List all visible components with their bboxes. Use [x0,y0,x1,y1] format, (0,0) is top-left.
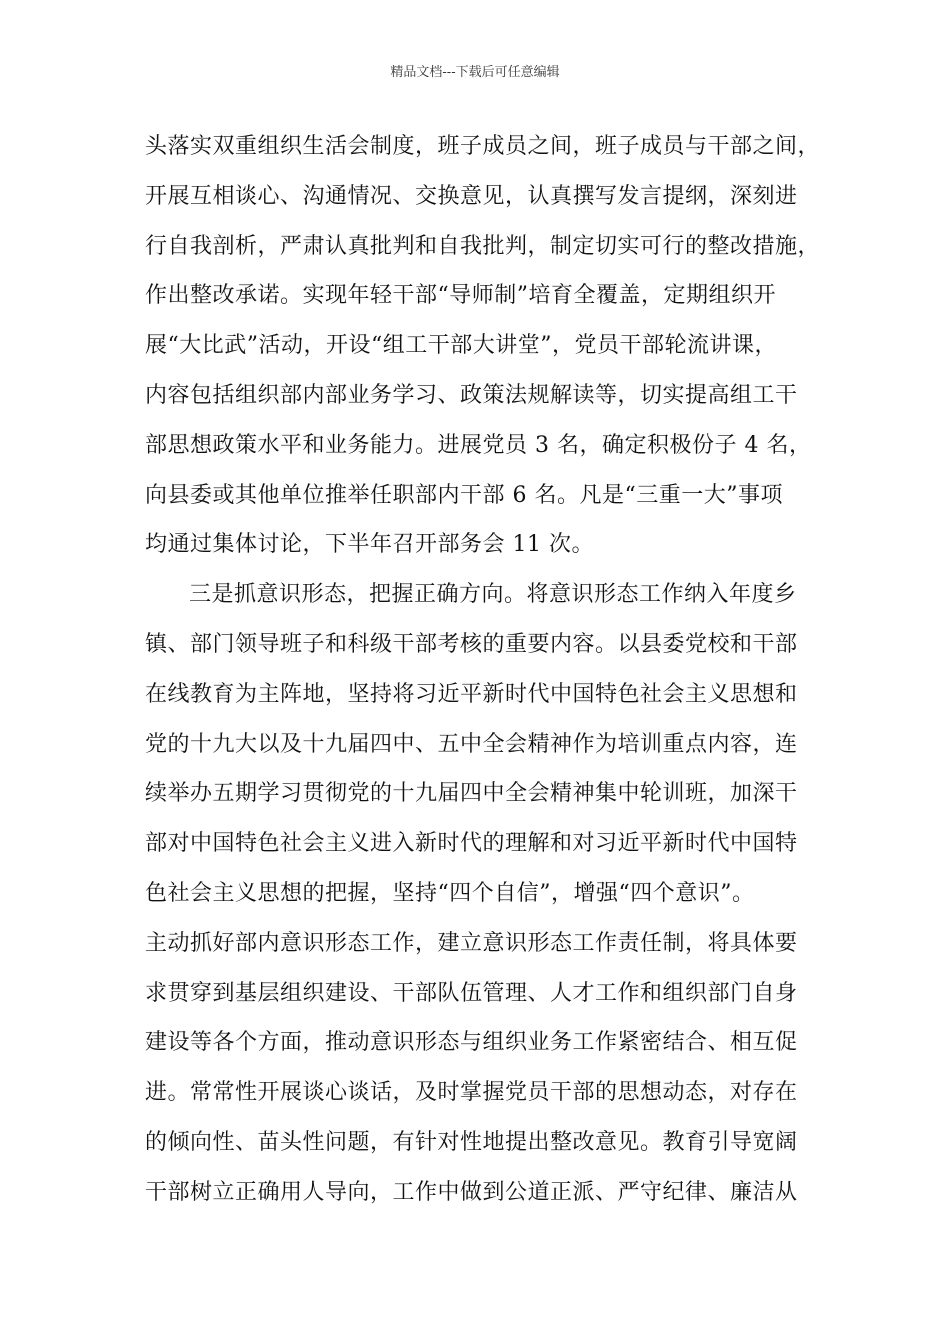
text-line: 在线教育为主阵地，坚持将习近平新时代中国特色社会主义思想和 [145,681,798,707]
text-line: 作出整改承诺。实现年轻干部“导师制”培育全覆盖，定期组织开 [145,283,776,309]
text-line: 均通过集体讨论，下半年召开部务会 11 次。 [145,532,594,558]
text-line: 镇、部门领导班子和科级干部考核的重要内容。以县委党校和干部 [145,631,798,657]
text-line: 党的十九大以及十九届四中、五中全会精神作为培训重点内容，连 [145,731,798,757]
text-line: 进。常常性开展谈心谈话，及时掌握党员干部的思想动态，对存在 [145,1080,798,1106]
text-line: 部对中国特色社会主义进入新时代的理解和对习近平新时代中国特 [145,831,798,857]
document-body [145,132,821,1228]
text-line: 主动抓好部内意识形态工作，建立意识形态工作责任制，将具体要 [145,930,798,956]
page-header: 精品文档---下载后可任意编辑 [390,65,560,80]
text-line: 建设等各个方面，推动意识形态与组织业务工作紧密结合、相互促 [145,1030,798,1056]
text-line: 开展互相谈心、沟通情况、交换意见，认真撰写发言提纲，深刻进 [145,183,798,209]
paragraph-start-line: 三是抓意识形态，把握正确方向。将意识形态工作纳入年度乡 [189,582,797,608]
text-line: 求贯穿到基层组织建设、干部队伍管理、人才工作和组织部门自身 [145,980,798,1006]
text-line: 色社会主义思想的把握，坚持“四个自信”，增强“四个意识”。 [145,880,755,906]
text-line: 续举办五期学习贯彻党的十九届四中全会精神集中轮训班，加深干 [145,781,798,807]
text-line: 行自我剖析，严肃认真批判和自我批判，制定切实可行的整改措施， [145,233,821,259]
text-line: 内容包括组织部内部业务学习、政策法规解读等，切实提高组工干 [145,382,798,408]
text-line: 向县委或其他单位推举任职部内干部 6 名。凡是“三重一大”事项 [145,482,783,508]
text-line: 的倾向性、苗头性问题，有针对性地提出整改意见。教育引导宽阔 [145,1129,798,1155]
text-line: 干部树立正确用人导向，工作中做到公道正派、严守纪律、廉洁从 [145,1179,798,1205]
text-line: 头落实双重组织生活会制度，班子成员之间，班子成员与干部之间， [145,134,821,159]
text-line: 部思想政策水平和业务能力。进展党员 3 名，确定积极份子 4 名， [145,432,812,458]
text-line: 展“大比武”活动，开设“组工干部大讲堂”，党员干部轮流讲课， [145,333,777,359]
